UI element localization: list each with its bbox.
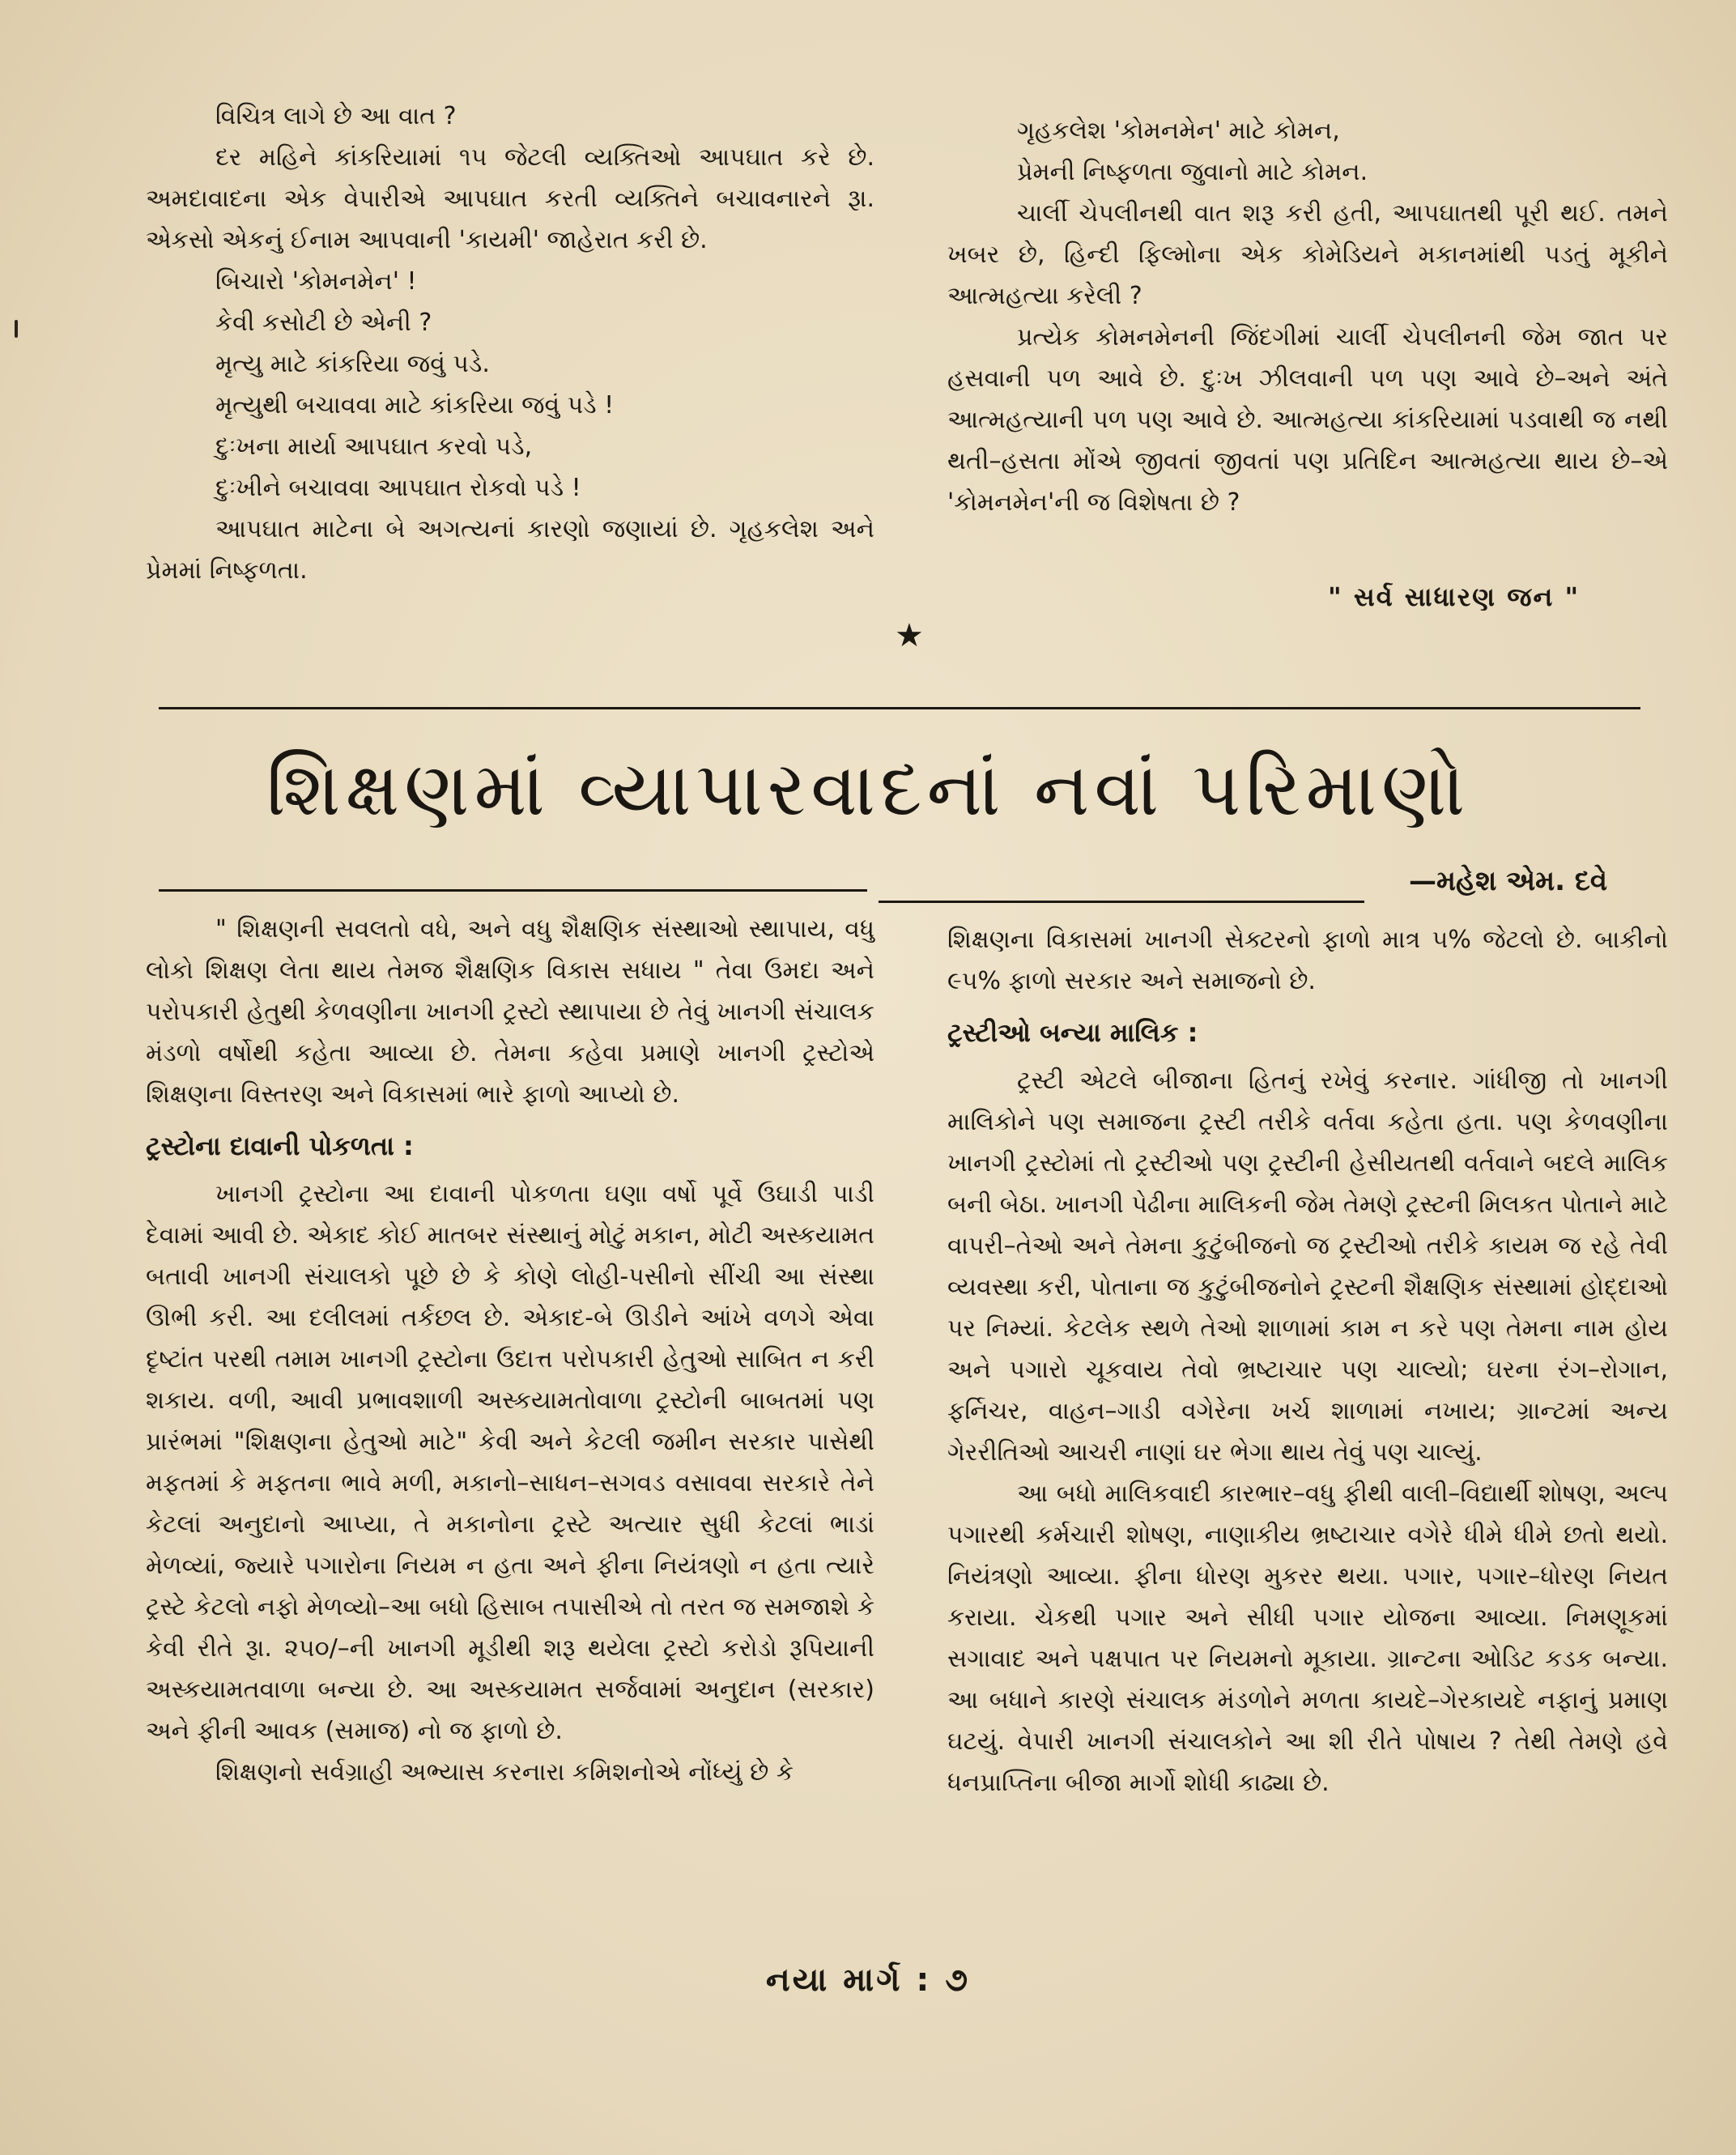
- top-left-column: [146, 96, 874, 591]
- top-left-line: બિચારો 'કોમનમેન' !: [215, 267, 417, 296]
- horizontal-rule: [159, 707, 1640, 709]
- top-left-paragraph: દર મહિને કાંકરિયામાં ૧૫ જેટલી વ્યક્તિઓ આપઘાત કરે છે. અમદાવાદના એક વેપારીએ આપઘાત કરતી વ્યક્તિને બચાવનારને રૂા. એકસો એકનું ઈનામ આપવાની 'કાયમી' જાહેરાત કરી છે.: [146, 143, 874, 254]
- article-paragraph: શિક્ષણના વિકાસમાં ખાનગી સેક્ટરનો ફાળો માત્ર ૫% જેટલો છે. બાકીનો ૯૫% ફાળો સરકાર અને સમાજનો છે.: [947, 926, 1668, 995]
- top-left-line: કેવી કસોટી છે એની ?: [215, 309, 432, 337]
- title-underline-left: [159, 889, 867, 892]
- article-paragraph: " શિક્ષણની સવલતો વધે, અને વધુ શૈક્ષણિક સંસ્થાઓ સ્થાપાય, વધુ લોકો શિક્ષણ લેતા થાય તેમજ શૈક્ષણિક વિકાસ સધાય " તેવા ઉમદા અને પરોપકારી હેતુથી કેળવણીના ખાનગી ટ્રસ્ટો સ્થાપાયા છે તેવું ખાનગી સંચાલક મંડળો વર્ષોથી કહેતા આવ્યા છે. તેમના કહેવા પ્રમાણે ખાનગી ટ્રસ્ટોએ શિક્ષણના વિસ્તરણ અને વિકાસમાં ભારે ફાળો આપ્યો છે.: [146, 915, 874, 1109]
- article-paragraph: ખાનગી ટ્રસ્ટોના આ દાવાની પોકળતા ઘણા વર્ષો પૂર્વે ઉઘાડી પાડી દેવામાં આવી છે. એકાદ કોઈ માતબર સંસ્થાનું મોટું મકાન, મોટી અસ્કયામત બતાવી ખાનગી સંચાલકો પૂછે છે કે કોણે લોહી-પસીનો સીંચી આ સંસ્થા ઊભી કરી. આ દલીલમાં તર્કછલ છે. એકાદ-બે ઊડીને આંખે વળગે એવા દૃષ્ટાંત પરથી તમામ ખાનગી ટ્રસ્ટોના ઉદાત્ત પરોપકારી હેતુઓ સાબિત ન કરી શકાય. વળી, આવી પ્રભાવશાળી અસ્કયામતોવાળા ટ્રસ્ટોની બાબતમાં પણ પ્રારંભમાં "શિક્ષણના હેતુઓ માટે" કેવી અને કેટલી જમીન સરકાર પાસેથી મફતમાં કે મફતના ભાવે મળી, મકાનો–સાધન–સગવડ વસાવવા સરકારે તેને કેટલાં અનુદાનો આપ્યા, તે મકાનોના ટ્રસ્ટે અત્યાર સુધી કેટલાં ભાડાં મેળવ્યાં, જ્યારે પગારોના નિયમ ન હતા અને ફીના નિયંત્રણો ન હતા ત્યારે ટ્રસ્ટે કેટલો નફો મેળવ્યો–આ બધો હિસાબ તપાસીએ તો તરત જ સમજાશે કે કેવી રીતે રૂા. ૨૫૦/–ની ખાનગી મૂડીથી શરૂ થયેલા ટ્રસ્ટો કરોડો રૂપિયાની અસ્કયામતવાળા બન્યા છે. આ અસ્કયામત સર્જવામાં અનુદાન (સરકાર) અને ફીની આવક (સમાજ) નો જ ફાળો છે.: [146, 1180, 874, 1745]
- top-right-paragraph: પ્રત્યેક કોમનમેનની જિંદગીમાં ચાર્લી ચેપલીનની જેમ જાત પર હસવાની પળ આવે છે. દુઃખ ઝીલવાની પળ પણ આવે છે–અને અંતે આત્મહત્યાની પળ પણ આવે છે. આત્મહત્યા કાંકરિયામાં પડવાથી જ નથી થતી–હસતા મોંએ જીવતાં જીવતાં પણ પ્રતિદિન આત્મહત્યા થાય છે–એ 'કોમનમેન'ની જ વિશેષતા છે ?: [947, 323, 1668, 517]
- section-heading: ટ્રસ્ટીઓ બન્યા માલિક :: [947, 1017, 1198, 1048]
- top-left-line: મૃત્યુથી બચાવવા માટે કાંકરિયા જવું પડે !: [215, 391, 615, 420]
- top-right-paragraph: ચાર્લી ચેપલીનથી વાત શરૂ કરી હતી, આપઘાતથી પૂરી થઈ. તમને ખબર છે, હિન્દી ફિલ્મોના એક કોમેડિયને મકાનમાંથી પડતું મૂકીને આત્મહત્યા કરેલી ?: [947, 199, 1668, 310]
- binding-mark: [15, 320, 18, 338]
- article-right-column: [947, 919, 1668, 1804]
- top-left-line: મૃત્યુ માટે કાંકરિયા જવું પડે.: [215, 350, 490, 378]
- top-left-line: દુઃખના માર્યા આપઘાત કરવો પડે,: [215, 432, 533, 461]
- column-signature: " સર્વ સાધારણ જન ": [1328, 581, 1581, 612]
- article-paragraph: આ બધો માલિકવાદી કારભાર–વધુ ફીથી વાલી–વિદ્યાર્થી શોષણ, અલ્પ પગારથી કર્મચારી શોષણ, નાણાકીય ભ્રષ્ટાચાર વગેરે ધીમે ધીમે છતો થયો. નિયંત્રણો આવ્યા. ફીના ધોરણ મુકરર થયા. પગાર, પગાર–ધોરણ નિયત કરાયા. ચેકથી પગાર અને સીધી પગાર યોજના આવ્યા. નિમણૂકમાં સગાવાદ અને પક્ષપાત પર નિયમનો મૂકાયા. ગ્રાન્ટના ઓડિટ કડક બન્યા. આ બધાને કારણે સંચાલક મંડળોને મળતા કાયદે–ગેરકાયદે નફાનું પ્રમાણ ઘટયું. વેપારી ખાનગી સંચાલકોને આ શી રીતે પોષાય ? તેથી તેમણે હવે ધનપ્રાપ્તિના બીજા માર્ગો શોધી કાઢ્યા છે.: [947, 1480, 1668, 1797]
- title-underline-mid: [879, 901, 1364, 903]
- page-footer: નયા માર્ગ : ૭: [765, 1961, 971, 1999]
- article-left-column: [146, 909, 874, 1793]
- section-heading: ટ્રસ્ટોના દાવાની પોકળતા :: [146, 1131, 414, 1161]
- article-paragraph: ટ્રસ્ટી એટલે બીજાના હિતનું રખેવું કરનાર. ગાંધીજી તો ખાનગી માલિકોને પણ સમાજના ટ્રસ્ટી તરીકે વર્તવા કહેતા હતા. પણ કેળવણીના ખાનગી ટ્રસ્ટોમાં તો ટ્રસ્ટીઓ પણ ટ્રસ્ટીની હેસીયતથી વર્તવાને બદલે માલિક બની બેઠા. ખાનગી પેઢીના માલિકની જેમ તેમણે ટ્રસ્ટની મિલકત પોતાને માટે વાપરી–તેઓ અને તેમના કુટુંબીજનો જ ટ્રસ્ટીઓ તરીકે કાયમ જ રહે તેવી વ્યવસ્થા કરી, પોતાના જ કુટુંબીજનોને ટ્રસ્ટની શૈક્ષણિક સંસ્થામાં હોદ્દાઓ પર નિમ્યાં. કેટલેક સ્થળે તેઓ શાળામાં કામ ન કરે પણ તેમના નામ હોય અને પગારો ચૂકવાય તેવો ભ્રષ્ટાચાર પણ ચાલ્યો; ઘરના રંગ–રોગાન, ફર્નિચર, વાહન–ગાડી વગેરેના ખર્ચ શાળામાં નખાય; ગ્રાન્ટમાં અન્ય ગેરરીતિઓ આચરી નાણાં ઘર ભેગા થાય તેવું પણ ચાલ્યું.: [947, 1067, 1668, 1467]
- top-right-line: પ્રેમની નિષ્ફળતા જુવાનો માટે કોમન.: [1017, 158, 1368, 186]
- top-right-column: [947, 110, 1668, 523]
- top-right-line: ગૃહકલેશ 'કોમનમેન' માટે કોમન,: [1017, 117, 1340, 145]
- top-left-paragraph: આપઘાત માટેના બે અગત્યનાં કારણો જણાયાં છે. ગૃહકલેશ અને પ્રેમમાં નિષ્ફળતા.: [146, 515, 874, 585]
- article-paragraph: શિક્ષણનો સર્વગ્રાહી અભ્યાસ કરનારા કમિશનોએ નોંધ્યું છે કે: [215, 1758, 794, 1787]
- top-left-line: દુઃખીને બચાવવા આપઘાત રોકવો પડે !: [215, 474, 581, 502]
- star-divider-icon: ★: [895, 617, 924, 654]
- article-author: —મહેશ એમ. દવે: [1409, 865, 1608, 897]
- article-title: શિક્ષણમાં વ્યાપારવાદનાં નવાં પરિમાણો: [266, 746, 1470, 833]
- top-left-line: વિચિત્ર લાગે છે આ વાત ?: [215, 102, 457, 130]
